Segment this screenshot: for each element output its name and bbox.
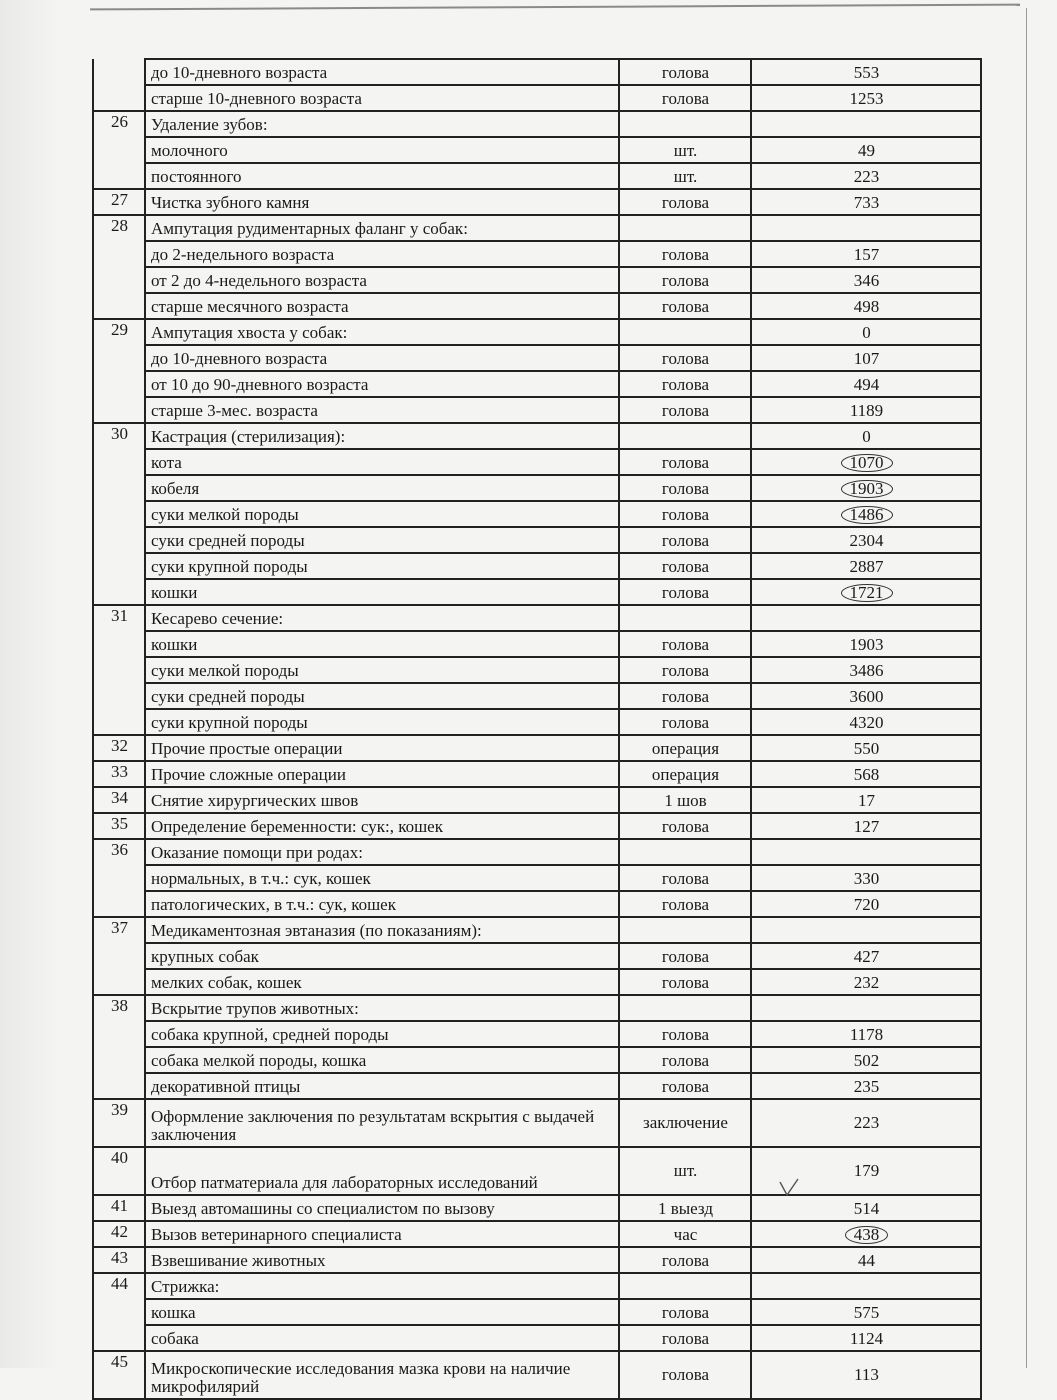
row-number (93, 137, 145, 163)
table-row (93, 1325, 981, 1351)
price-value: 223 (751, 163, 981, 189)
unit-of-measure: голова (619, 683, 751, 709)
unit-of-measure: голова (619, 1325, 751, 1351)
unit-of-measure: голова (619, 553, 751, 579)
table-row (93, 371, 981, 397)
row-number: 26 (93, 111, 145, 137)
row-number (93, 1021, 145, 1047)
table-row (93, 111, 981, 137)
table-row (93, 553, 981, 579)
service-name: старше месячного возраста (145, 293, 619, 319)
price-value: 553 (751, 59, 981, 85)
unit-of-measure: голова (619, 1021, 751, 1047)
unit-of-measure: 1 выезд (619, 1195, 751, 1221)
row-number (93, 501, 145, 527)
table-row (93, 215, 981, 241)
service-name: Стрижка: (145, 1273, 619, 1299)
unit-of-measure: голова (619, 397, 751, 423)
price-value: 179 (751, 1147, 981, 1195)
price-value: 113 (751, 1351, 981, 1399)
price-value (751, 605, 981, 631)
table-row (93, 397, 981, 423)
service-name: Чистка зубного камня (145, 189, 619, 215)
row-number (93, 267, 145, 293)
service-name: крупных собак (145, 943, 619, 969)
price-value: 17 (751, 787, 981, 813)
service-name: Микроскопические исследования мазка крови на наличие микрофилярий (145, 1351, 619, 1399)
table-row (93, 85, 981, 111)
service-name: Удаление зубов: (145, 111, 619, 137)
scan-left-margin (0, 0, 60, 1368)
service-name: кошки (145, 631, 619, 657)
price-value (751, 475, 981, 501)
unit-of-measure (619, 215, 751, 241)
unit-of-measure: голова (619, 345, 751, 371)
table-row (93, 1195, 981, 1221)
price-value: 44 (751, 1247, 981, 1273)
table-row (93, 579, 981, 605)
unit-of-measure: голова (619, 1047, 751, 1073)
row-number: 33 (93, 761, 145, 787)
service-name: собака (145, 1325, 619, 1351)
handwritten-check-mark (778, 1178, 800, 1198)
unit-of-measure (619, 917, 751, 943)
unit-of-measure: голова (619, 579, 751, 605)
row-number: 43 (93, 1247, 145, 1273)
price-value: 223 (751, 1099, 981, 1147)
row-number (93, 1299, 145, 1325)
price-value (751, 917, 981, 943)
row-number (93, 59, 145, 85)
row-number (93, 1047, 145, 1073)
price-table-body (93, 59, 981, 1399)
table-row (93, 1147, 981, 1195)
unit-of-measure: шт. (619, 1147, 751, 1195)
row-number: 42 (93, 1221, 145, 1247)
service-name: Ампутация рудиментарных фаланг у собак: (145, 215, 619, 241)
table-row (93, 1247, 981, 1273)
price-value (751, 215, 981, 241)
unit-of-measure: голова (619, 241, 751, 267)
price-value: 346 (751, 267, 981, 293)
price-value: 4320 (751, 709, 981, 735)
price-value: 1124 (751, 1325, 981, 1351)
unit-of-measure: шт. (619, 137, 751, 163)
price-value: 0 (751, 423, 981, 449)
row-number: 34 (93, 787, 145, 813)
unit-of-measure: голова (619, 1351, 751, 1399)
service-name: кобеля (145, 475, 619, 501)
service-name: патологических, в т.ч.: сук, кошек (145, 891, 619, 917)
price-value (751, 839, 981, 865)
row-number: 45 (93, 1351, 145, 1399)
service-name: Снятие хирургических швов (145, 787, 619, 813)
service-name: кошка (145, 1299, 619, 1325)
row-number (93, 683, 145, 709)
table-row (93, 969, 981, 995)
price-value: 2304 (751, 527, 981, 553)
service-name: Кастрация (стерилизация): (145, 423, 619, 449)
service-name: старше 10-дневного возраста (145, 85, 619, 111)
table-row (93, 1047, 981, 1073)
service-name: до 2-недельного возраста (145, 241, 619, 267)
table-row (93, 189, 981, 215)
row-number (93, 293, 145, 319)
price-value: 733 (751, 189, 981, 215)
unit-of-measure: голова (619, 293, 751, 319)
service-name: Выезд автомашины со специалистом по вызову (145, 1195, 619, 1221)
unit-of-measure: голова (619, 475, 751, 501)
service-name: старше 3-мес. возраста (145, 397, 619, 423)
scan-right-edge (1026, 8, 1027, 1368)
table-row (93, 501, 981, 527)
table-row (93, 1099, 981, 1147)
table-row (93, 761, 981, 787)
price-value: 502 (751, 1047, 981, 1073)
scan-top-edge (90, 4, 1020, 11)
service-name: Оформление заключения по результатам вскрытия с выдачей заключения (145, 1099, 619, 1147)
row-number (93, 657, 145, 683)
price-value: 107 (751, 345, 981, 371)
service-name: декоративной птицы (145, 1073, 619, 1099)
row-number: 27 (93, 189, 145, 215)
table-row (93, 839, 981, 865)
table-row (93, 163, 981, 189)
price-value: 498 (751, 293, 981, 319)
service-name: Отбор патматериала для лабораторных исследований (145, 1147, 619, 1195)
unit-of-measure: операция (619, 735, 751, 761)
service-name: суки средней породы (145, 683, 619, 709)
service-name: суки средней породы (145, 527, 619, 553)
unit-of-measure: голова (619, 371, 751, 397)
service-name: постоянного (145, 163, 619, 189)
unit-of-measure: голова (619, 891, 751, 917)
price-value: 3600 (751, 683, 981, 709)
price-value: 2887 (751, 553, 981, 579)
row-number (93, 943, 145, 969)
unit-of-measure: 1 шов (619, 787, 751, 813)
table-row (93, 1351, 981, 1399)
service-name: суки мелкой породы (145, 501, 619, 527)
row-number (93, 1073, 145, 1099)
price-value: 568 (751, 761, 981, 787)
unit-of-measure: голова (619, 865, 751, 891)
price-value: 49 (751, 137, 981, 163)
row-number: 41 (93, 1195, 145, 1221)
unit-of-measure: голова (619, 449, 751, 475)
table-row (93, 709, 981, 735)
unit-of-measure (619, 319, 751, 345)
row-number (93, 475, 145, 501)
price-value: 157 (751, 241, 981, 267)
service-name: суки мелкой породы (145, 657, 619, 683)
table-row (93, 813, 981, 839)
service-name: Ампутация хвоста у собак: (145, 319, 619, 345)
row-number (93, 371, 145, 397)
unit-of-measure: шт. (619, 163, 751, 189)
table-row (93, 1273, 981, 1299)
table-row (93, 1021, 981, 1047)
row-number (93, 345, 145, 371)
service-name: Оказание помощи при родах: (145, 839, 619, 865)
row-number (93, 891, 145, 917)
service-name: суки крупной породы (145, 553, 619, 579)
row-number: 37 (93, 917, 145, 943)
table-row (93, 631, 981, 657)
table-row (93, 735, 981, 761)
price-value: 575 (751, 1299, 981, 1325)
row-number (93, 579, 145, 605)
service-name: до 10-дневного возраста (145, 59, 619, 85)
table-row (93, 319, 981, 345)
row-number (93, 865, 145, 891)
price-value: 1903 (751, 631, 981, 657)
table-row (93, 943, 981, 969)
row-number (93, 1325, 145, 1351)
row-number (93, 709, 145, 735)
unit-of-measure (619, 111, 751, 137)
row-number (93, 631, 145, 657)
circled-price: 438 (845, 1226, 889, 1244)
price-value: 1178 (751, 1021, 981, 1047)
row-number: 29 (93, 319, 145, 345)
service-name: Взвешивание животных (145, 1247, 619, 1273)
unit-of-measure: голова (619, 267, 751, 293)
unit-of-measure: голова (619, 189, 751, 215)
row-number: 44 (93, 1273, 145, 1299)
table-row (93, 475, 981, 501)
table-row (93, 657, 981, 683)
price-value: 3486 (751, 657, 981, 683)
price-value: 720 (751, 891, 981, 917)
service-name: Медикаментозная эвтаназия (по показаниям): (145, 917, 619, 943)
unit-of-measure: голова (619, 527, 751, 553)
row-number (93, 553, 145, 579)
service-name: от 10 до 90-дневного возраста (145, 371, 619, 397)
unit-of-measure (619, 423, 751, 449)
service-name: молочного (145, 137, 619, 163)
price-table (92, 58, 982, 1400)
row-number: 28 (93, 215, 145, 241)
circled-price: 1070 (841, 454, 893, 472)
circled-price: 1903 (841, 480, 893, 498)
price-value: 232 (751, 969, 981, 995)
service-name: Вызов ветеринарного специалиста (145, 1221, 619, 1247)
table-row (93, 59, 981, 85)
table-row (93, 995, 981, 1021)
service-name: кота (145, 449, 619, 475)
service-name: от 2 до 4-недельного возраста (145, 267, 619, 293)
unit-of-measure: голова (619, 657, 751, 683)
table-row (93, 1299, 981, 1325)
service-name: Прочие простые операции (145, 735, 619, 761)
row-number (93, 527, 145, 553)
row-number (93, 397, 145, 423)
service-name: Прочие сложные операции (145, 761, 619, 787)
service-name: суки крупной породы (145, 709, 619, 735)
circled-price: 1721 (841, 584, 893, 602)
unit-of-measure: голова (619, 501, 751, 527)
row-number: 31 (93, 605, 145, 631)
unit-of-measure: голова (619, 943, 751, 969)
table-row (93, 345, 981, 371)
unit-of-measure: голова (619, 813, 751, 839)
unit-of-measure: час (619, 1221, 751, 1247)
unit-of-measure: голова (619, 1299, 751, 1325)
service-name: собака мелкой породы, кошка (145, 1047, 619, 1073)
service-name: до 10-дневного возраста (145, 345, 619, 371)
price-value: 235 (751, 1073, 981, 1099)
row-number: 30 (93, 423, 145, 449)
price-value (751, 501, 981, 527)
price-value (751, 449, 981, 475)
unit-of-measure: голова (619, 709, 751, 735)
table-row (93, 917, 981, 943)
row-number (93, 969, 145, 995)
price-value (751, 111, 981, 137)
table-row (93, 787, 981, 813)
service-name: Вскрытие трупов животных: (145, 995, 619, 1021)
price-value (751, 579, 981, 605)
unit-of-measure: голова (619, 85, 751, 111)
row-number (93, 85, 145, 111)
unit-of-measure (619, 605, 751, 631)
row-number: 38 (93, 995, 145, 1021)
table-row (93, 865, 981, 891)
unit-of-measure: голова (619, 1247, 751, 1273)
unit-of-measure: голова (619, 1073, 751, 1099)
unit-of-measure: голова (619, 631, 751, 657)
service-name: Кесарево сечение: (145, 605, 619, 631)
price-value (751, 1221, 981, 1247)
table-row (93, 605, 981, 631)
table-row (93, 891, 981, 917)
service-name: мелких собак, кошек (145, 969, 619, 995)
price-value (751, 995, 981, 1021)
row-number: 36 (93, 839, 145, 865)
table-row (93, 423, 981, 449)
price-value: 550 (751, 735, 981, 761)
table-row (93, 449, 981, 475)
table-row (93, 267, 981, 293)
table-row (93, 293, 981, 319)
price-value: 127 (751, 813, 981, 839)
row-number (93, 241, 145, 267)
table-row (93, 1073, 981, 1099)
row-number (93, 163, 145, 189)
price-value: 0 (751, 319, 981, 345)
unit-of-measure (619, 1273, 751, 1299)
row-number (93, 449, 145, 475)
table-row (93, 527, 981, 553)
row-number: 32 (93, 735, 145, 761)
service-name: нормальных, в т.ч.: сук, кошек (145, 865, 619, 891)
table-row (93, 137, 981, 163)
service-name: кошки (145, 579, 619, 605)
unit-of-measure: голова (619, 969, 751, 995)
price-value: 427 (751, 943, 981, 969)
table-row (93, 241, 981, 267)
price-value: 1189 (751, 397, 981, 423)
table-row (93, 683, 981, 709)
service-name: собака крупной, средней породы (145, 1021, 619, 1047)
price-value: 514 (751, 1195, 981, 1221)
row-number: 39 (93, 1099, 145, 1147)
circled-price: 1486 (841, 506, 893, 524)
unit-of-measure: заключение (619, 1099, 751, 1147)
table-row (93, 1221, 981, 1247)
service-name: Определение беременности: сук:, кошек (145, 813, 619, 839)
unit-of-measure (619, 995, 751, 1021)
price-value: 1253 (751, 85, 981, 111)
unit-of-measure (619, 839, 751, 865)
row-number: 40 (93, 1147, 145, 1195)
unit-of-measure: голова (619, 59, 751, 85)
price-value: 330 (751, 865, 981, 891)
row-number: 35 (93, 813, 145, 839)
unit-of-measure: операция (619, 761, 751, 787)
price-value (751, 1273, 981, 1299)
price-value: 494 (751, 371, 981, 397)
